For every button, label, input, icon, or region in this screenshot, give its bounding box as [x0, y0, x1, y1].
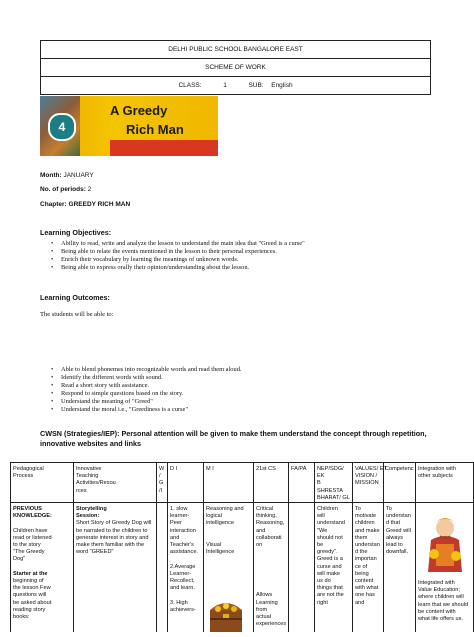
header-21st-cs: 21st CS [256, 466, 276, 472]
month-label: Month: [40, 172, 62, 179]
outcomes-intro: The students will be able to: [40, 311, 114, 318]
header-table [40, 40, 431, 95]
chapter-row [40, 201, 130, 208]
header-innovative-teaching: Innovative Teaching Activities/Resou rces [76, 466, 116, 494]
objective-item: • Being able to relate the events mentioned in the lesson to their personal experiences. [51, 248, 305, 256]
banner-strip [110, 140, 218, 156]
header-wgi: W / G /I [159, 466, 165, 494]
class-subject-row [41, 77, 431, 95]
header-pedagogical-process: Pedagogical Process [13, 466, 44, 480]
cell-di: 1. slow learner- Peer interaction and Teacher's assistance. 2.Average Learner- Recollect, and learn. 3. High achievers- [170, 506, 198, 613]
treasure-chest-image [208, 600, 244, 632]
chapter-number-badge: 4 [48, 113, 76, 141]
school-name: DELHI PUBLIC SCHOOL BANGALORE EAST [41, 41, 431, 59]
subject-label: SUB: [248, 82, 264, 89]
header-nep-sdg: NEP/SDG/ EK B SHRESTA BHARAT/ GL [317, 466, 350, 501]
lesson-plan-table [10, 462, 474, 632]
header-values: VALUES/ ET VISION / MISSION [355, 466, 387, 487]
cwsn-strategies: CWSN (Strategies/IEP): Personal attention will be given to make them understand the concept through repetition, innovative websites and links [40, 429, 427, 448]
objective-item: • Ability to read, write and analyze the lesson to understand the main idea that "Greed is a curse" [51, 240, 305, 248]
month-row [40, 172, 94, 179]
objective-item: • Enrich their vocabulary by learning the meanings of unknown words. [51, 256, 305, 264]
cell-integration: Integrated with Value Education; where children will learn that we should be content with what life offers us. [418, 580, 469, 623]
cell-competency: To understan d that Greed will always lead to downfall. [386, 506, 411, 556]
cell-previous-knowledge: PREVIOUS KNOWLEDGE: Children have read or listened to the story "The Greedy Dog" Starter at the beginning of the lesson Few questions will be asked about reading story books: [13, 506, 52, 621]
cell-values: To motivate children and make them understan d the importan ce of being content with what one has and [355, 506, 380, 606]
class-label: CLASS: [178, 82, 202, 89]
outcome-item: • Identify the different words with sound. [51, 374, 241, 382]
outcomes-list [51, 366, 241, 414]
document-title: SCHEME OF WORK [41, 59, 431, 77]
cell-nep: Children will understand "We should not be greedy". Greed is a curse and will make us do things that are not the right [317, 506, 345, 606]
outcome-item: • Respond to simple questions based on the story. [51, 390, 241, 398]
class-value: 1 [223, 82, 227, 89]
outcome-item: • Understand the moral i.e., "Greediness is a curse" [51, 406, 241, 414]
chapter-label: Chapter: [40, 201, 67, 208]
cell-mi: Reasoning and logical intelligence Visual Intelligence [206, 506, 244, 556]
outcome-item: • Able to blend phonemes into recognizable words and read them aloud. [51, 366, 241, 374]
outcome-item: • Understand the meaning of "Greed" [51, 398, 241, 406]
objectives-heading: Learning Objectives: [40, 228, 112, 237]
greedy-man-illustration [422, 514, 468, 574]
outcomes-heading: Learning Outcomes: [40, 293, 110, 302]
banner-title-line1: A Greedy [110, 103, 168, 118]
objective-item: • Being able to express orally their opinion/understanding about the lesson. [51, 264, 305, 272]
header-di: D I [170, 466, 178, 472]
header-fa-pa: FA/PA [291, 466, 307, 472]
header-integration: Integration with other subjects [418, 466, 456, 480]
month-value: JANUARY [63, 172, 94, 179]
header-mi: M I [206, 466, 214, 472]
objectives-list [51, 240, 305, 272]
header-competency: Competenc [385, 466, 414, 472]
cell-storytelling: Storytelling Session: Short Story of Greedy Dog will be narrated to the children to generate interest in story and make them familiar with the word "GREED" [76, 506, 152, 556]
chapter-banner-image [40, 96, 218, 156]
periods-label: No. of periods: [40, 186, 86, 193]
periods-value: 2 [87, 186, 92, 193]
chapter-value: GREEDY RICH MAN [68, 201, 131, 208]
banner-title-line2: Rich Man [126, 122, 184, 137]
subject-value: English [271, 82, 293, 89]
cell-21st-cs: Critical thinking, Reasoning, and collaborati on Allows Learning from actual experiences [256, 506, 287, 628]
outcome-item: • Read a short story with assistance. [51, 382, 241, 390]
periods-row [40, 186, 91, 193]
